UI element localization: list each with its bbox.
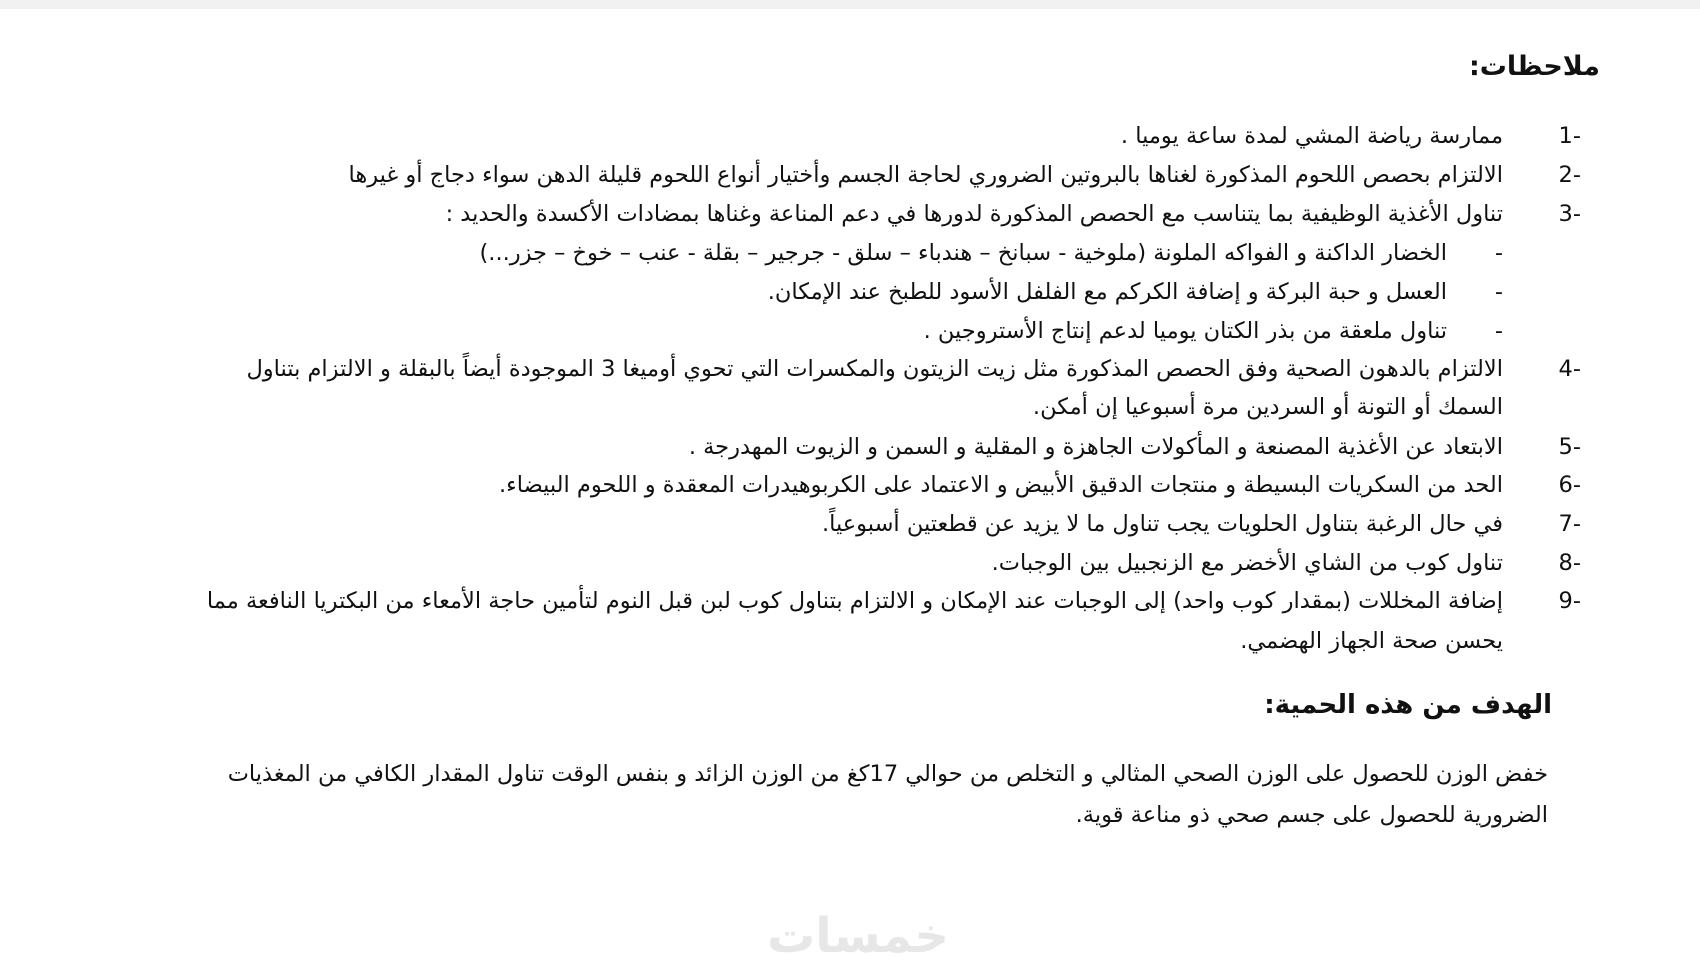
note-text: السمك أو التونة أو السردين مرة أسبوعيا إن أمكن. [1032, 394, 1503, 420]
note-text: يحسن صحة الجهاز الهضمي. [1240, 628, 1503, 654]
bullet-dash: - [1494, 318, 1503, 344]
sub-item-text: تناول ملعقة من بذر الكتان يوميا لدعم إنتاج الأستروجين . [923, 318, 1447, 344]
goal-text: خفض الوزن للحصول على الوزن الصحي المثالي و التخلص من حوالي 17كغ من الوزن الزائد و بنفس الوقت تناول المقدار الكافي من المغذيات [227, 761, 1548, 787]
note-text: ممارسة رياضة المشي لمدة ساعة يوميا . [1120, 123, 1503, 149]
note-text: تناول الأغذية الوظيفية بما يتناسب مع الحصص المذكورة لدورها في دعم المناعة وغناها بمضادات الأكسدة والحديد : [445, 201, 1503, 227]
note-text: الالتزام بالدهون الصحية وفق الحصص المذكورة مثل زيت الزيتون والمكسرات التي تحوي أوميغا 3 الموجودة أيضاً بالبقلة و الالتزام بتناول [246, 356, 1503, 382]
bullet-dash: - [1494, 279, 1503, 305]
sub-item-text: العسل و حبة البركة و إضافة الكركم مع الفلفل الأسود للطبخ عند الإمكان. [767, 279, 1447, 305]
note-text: الالتزام بحصص اللحوم المذكورة لغناها بالبروتين الضروري لحاجة الجسم وأختيار أنواع اللحوم قليلة الدهن سواء دجاج أو غيرها [348, 162, 1503, 188]
note-text: تناول كوب من الشاي الأخضر مع الزنجبيل بين الوجبات. [991, 550, 1503, 576]
note-number: -6 [1558, 472, 1581, 498]
note-number: -3 [1558, 201, 1581, 227]
note-number: -7 [1558, 511, 1581, 537]
bullet-dash: - [1494, 240, 1503, 266]
note-number: -2 [1558, 162, 1581, 188]
note-number: -4 [1558, 356, 1581, 382]
notes-heading: ملاحظات: [1468, 51, 1600, 82]
goal-text: الضرورية للحصول على جسم صحي ذو مناعة قوية. [1075, 802, 1548, 828]
note-text: في حال الرغبة بتناول الحلويات يجب تناول ما لا يزيد عن قطعتين أسبوعياً. [821, 511, 1503, 537]
note-number: -5 [1558, 434, 1581, 460]
watermark-logo: خمسات [767, 908, 949, 964]
note-number: -1 [1558, 123, 1581, 149]
goal-heading: الهدف من هذه الحمية: [1264, 690, 1552, 720]
note-text: الحد من السكريات البسيطة و منتجات الدقيق الأبيض و الاعتماد على الكربوهيدرات المعقدة و اللحوم البيضاء. [499, 472, 1503, 498]
sub-item-text: الخضار الداكنة و الفواكه الملونة (ملوخية - سبانخ – هندباء – سلق - جرجير – بقلة - عنب – خوخ – جزر...) [479, 240, 1447, 266]
note-number: -8 [1558, 550, 1581, 576]
note-text: إضافة المخللات (بمقدار كوب واحد) إلى الوجبات عند الإمكان و الالتزام بتناول كوب لبن قبل النوم لتأمين حاجة الأمعاء من البكتريا النافعة مما [206, 588, 1503, 614]
note-number: -9 [1558, 588, 1581, 614]
note-text: الابتعاد عن الأغذية المصنعة و المأكولات الجاهزة و المقلية و السمن و الزيوت المهدرجة . [688, 434, 1503, 460]
